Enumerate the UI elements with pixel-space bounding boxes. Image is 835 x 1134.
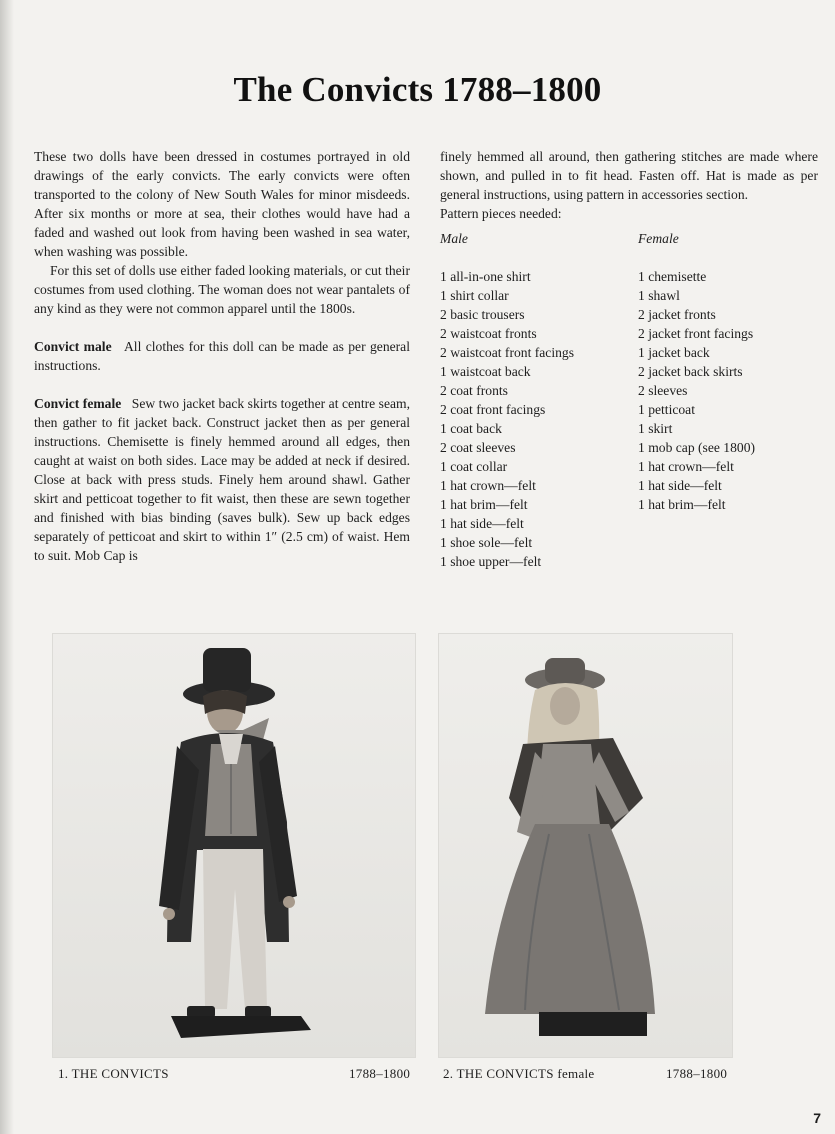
pattern-piece-item: 1 chemisette [638,269,707,284]
pattern-piece-item: 1 coat back [440,421,502,436]
pattern-piece-item: 2 waistcoat front facings [440,345,575,360]
male-pieces-column [440,229,574,571]
male-doll-photo [52,633,416,1058]
pattern-piece-item: 1 mob cap (see 1800) [638,440,756,455]
pattern-piece-item: 1 shoe sole—felt [440,535,533,550]
convict-male-heading: Convict male [34,339,112,354]
pattern-piece-item: 1 hat side—felt [440,516,524,531]
pattern-piece-item: 1 shirt collar [440,288,509,303]
female-pieces-heading: Female [638,231,679,246]
page-number: 7 [813,1110,821,1126]
pattern-piece-item: 1 hat brim—felt [440,497,528,512]
pattern-piece-item: 2 jacket front facings [638,326,754,341]
pattern-piece-item: 1 skirt [638,421,673,436]
intro-paragraph-1: These two dolls have been dressed in costumes portrayed in old drawings of the early convicts. The early convicts were often transported to the colony of New South Wales for minor misdeeds. After six months or more at sea, their clothes would have had a faded and washed out look from having been washed in sea water, when washing was possible. [34,149,410,259]
pattern-piece-item: 2 coat fronts [440,383,508,398]
convict-female-text: Sew two jacket back skirts together at centre seam, then gather to fit jacket back. Construct jacket then as per general instructions. Chemisette is finely hemmed around all edges, then caught at waist on both sides. Lace may be added at neck if desired. Close at back with press studs. Finely hem around shawl. Gather skirt and petticoat together to fit waist, then these are sewn together and finished with bias binding (saves bulk). Sew up back edges separately of petticoat and skirt to within 1″ (2.5 cm) of waist. Hem to suit. Mob Cap is [34,396,410,563]
right-column [440,147,818,569]
figure-1-caption: 1. THE CONVICTS [58,1066,169,1081]
male-pieces-list [440,267,574,571]
page-title: The Convicts 1788–1800 [233,70,602,109]
convict-female-paragraph [34,394,410,565]
pattern-piece-item: 1 hat crown—felt [638,459,734,474]
convict-male-paragraph [34,337,410,375]
convict-female-heading: Convict female [34,396,122,411]
left-column [34,147,410,565]
figure-2-years: 1788–1800 [666,1066,728,1081]
page-gutter-shadow [0,0,14,1134]
female-pieces-list [638,267,755,514]
pattern-piece-item: 2 coat front facings [440,402,546,417]
pattern-piece-item: 1 shawl [638,288,680,303]
pattern-piece-item: 2 waistcoat fronts [440,326,537,341]
continuation-paragraph: finely hemmed all around, then gathering stitches are made where shown, and pulled in to fit head. Fasten off. Hat is made as per general instructions, using pattern in accessories section. [440,149,818,202]
pattern-piece-item: 2 jacket fronts [638,307,716,322]
pattern-piece-item: 1 waistcoat back [440,364,531,379]
pattern-piece-item: 1 jacket back [638,345,710,360]
pattern-piece-item: 1 petticoat [638,402,695,417]
pattern-piece-item: 1 hat side—felt [638,478,722,493]
pattern-piece-item: 1 all-in-one shirt [440,269,531,284]
figure-2-caption: 2. THE CONVICTS female [443,1066,595,1081]
convict-male-text: All clothes for this doll can be made as per general instructions. [34,339,410,373]
pattern-piece-item: 2 basic trousers [440,307,525,322]
pattern-piece-item: 1 shoe upper—felt [440,554,542,569]
pattern-piece-item: 1 coat collar [440,459,508,474]
pattern-piece-item: 2 coat sleeves [440,440,516,455]
male-pieces-heading: Male [440,231,468,246]
intro-paragraph-2: For this set of dolls use either faded looking materials, or cut their costumes from used clothing. The woman does not wear pantalets of any kind as they were not common apparel until the 1800s. [34,263,410,316]
female-doll-photo [438,633,733,1058]
pattern-piece-item: 2 sleeves [638,383,688,398]
pattern-piece-item: 1 hat crown—felt [440,478,536,493]
female-pieces-column [638,229,755,514]
pattern-piece-item: 2 jacket back skirts [638,364,743,379]
figure-1-years: 1788–1800 [349,1066,411,1081]
pattern-pieces-title: Pattern pieces needed: [440,206,562,221]
pattern-piece-item: 1 hat brim—felt [638,497,726,512]
